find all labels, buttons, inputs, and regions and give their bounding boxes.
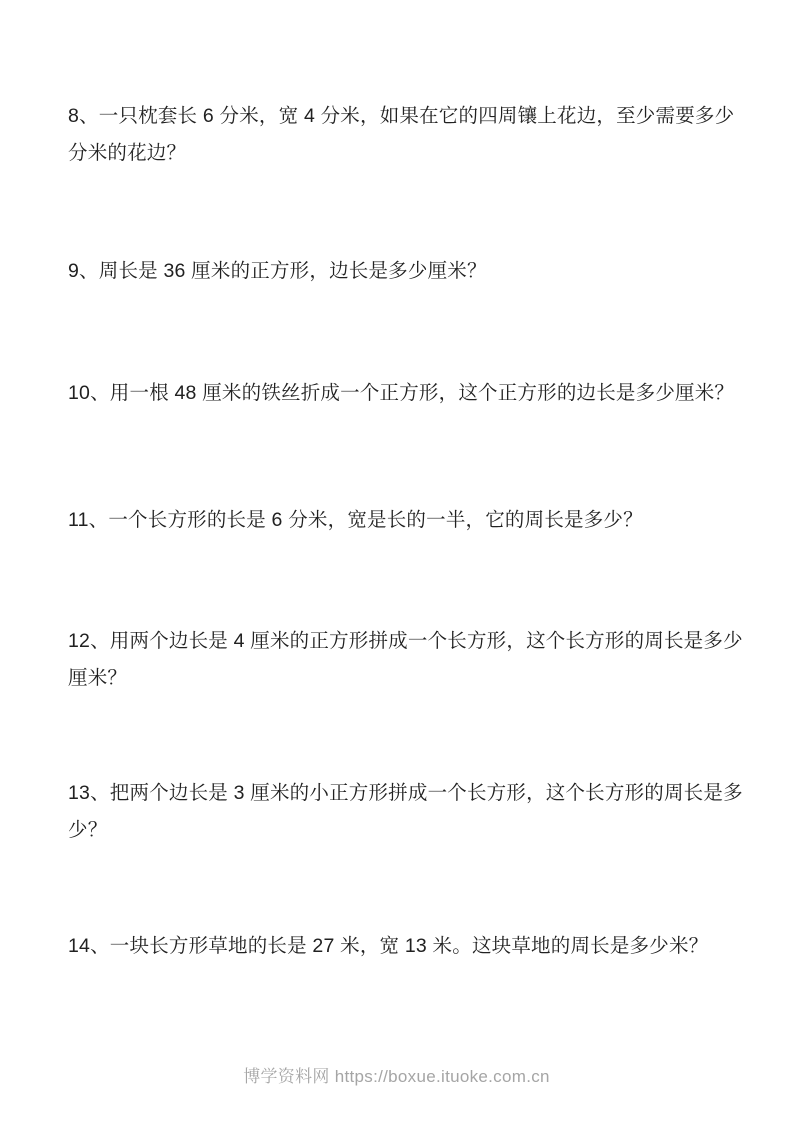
problem-8: 8、一只枕套长 6 分米，宽 4 分米，如果在它的四周镶上花边，至少需要多少分米的花边？ [68,105,735,164]
problem-10: 10、用一根 48 厘米的铁丝折成一个正方形，这个正方形的边长是多少厘米？ [68,382,735,404]
footer-watermark: 博学资料网 https://boxue.ituoke.com.cn [243,1067,550,1086]
problem-12: 12、用两个边长是 4 厘米的正方形拼成一个长方形，这个长方形的周长是多少厘米？ [68,630,743,689]
problem-13: 13、把两个边长是 3 厘米的小正方形拼成一个长方形，这个长方形的周长是多少？ [68,782,743,841]
problem-9: 9、周长是 36 厘米的正方形，边长是多少厘米？ [68,260,487,282]
problem-14: 14、一块长方形草地的长是 27 米，宽 13 米。这块草地的周长是多少米？ [68,935,709,957]
problem-11: 11、一个长方形的长是 6 分米，宽是长的一半，它的周长是多少？ [68,509,643,531]
